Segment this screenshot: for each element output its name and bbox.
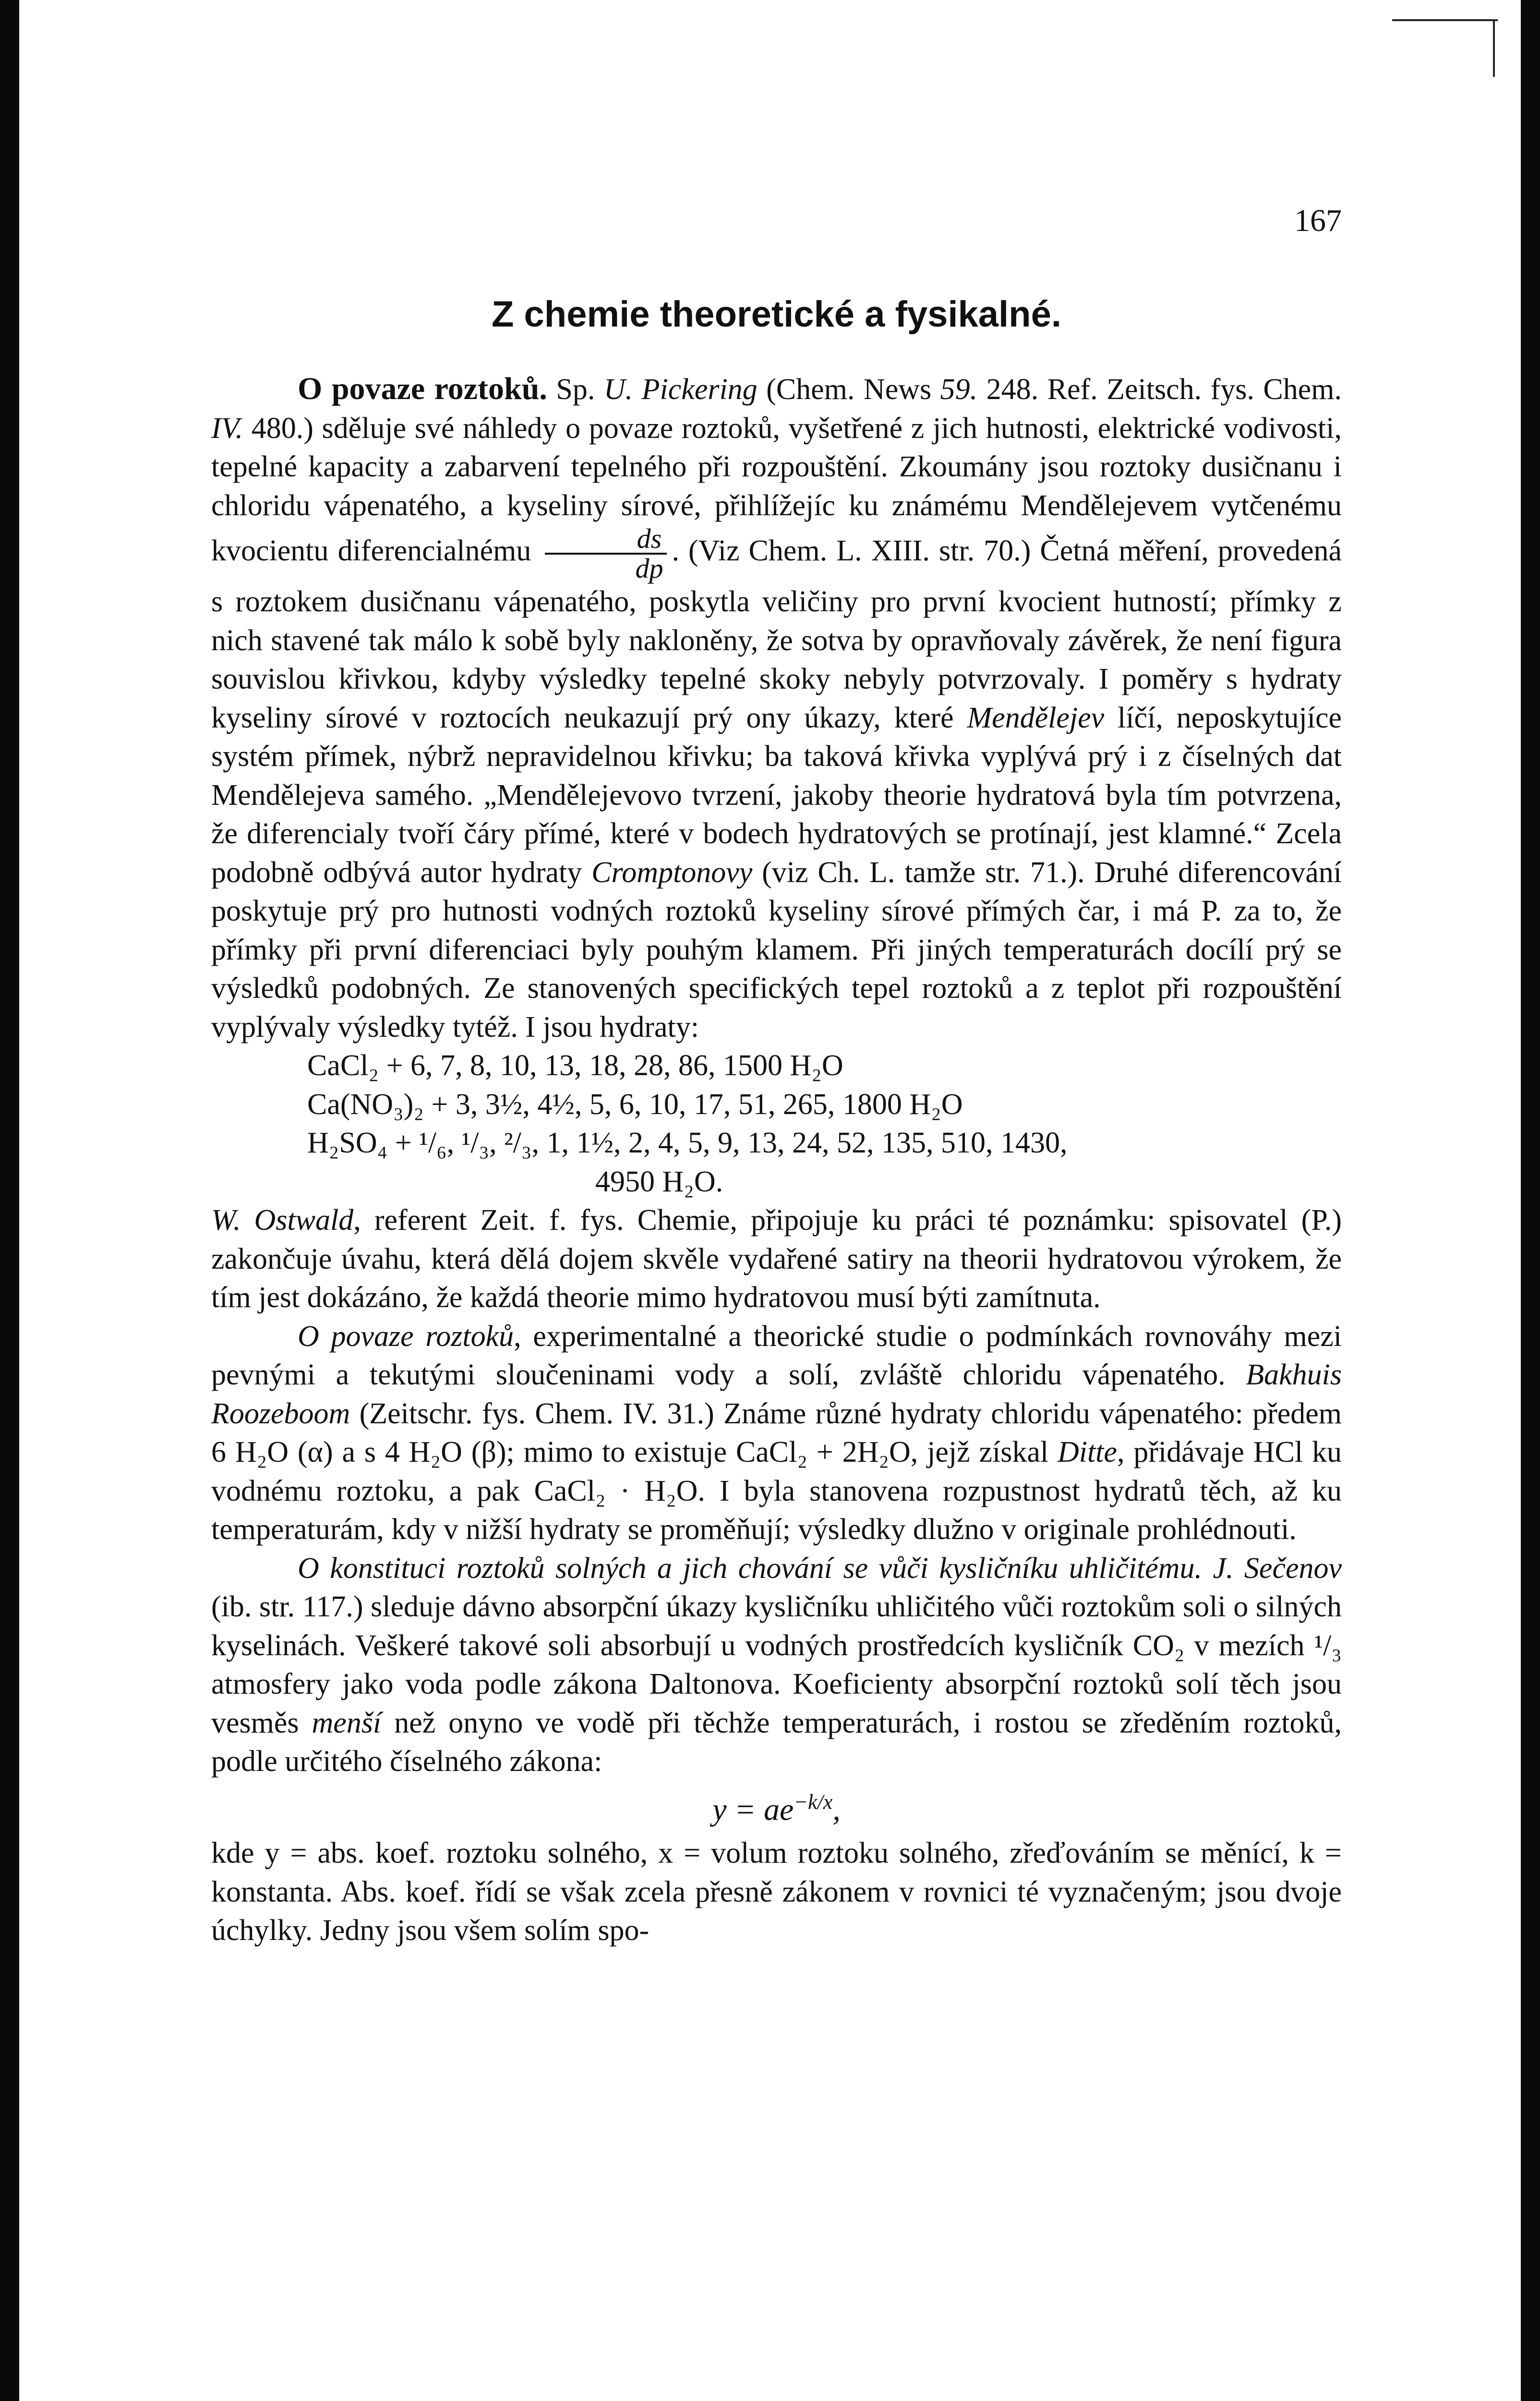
author-name: Mendělejev [967,701,1105,734]
hydrate-row: Ca(NO₃)₂ + 3, 3½, 4½, 5, 6, 10, 17, 51, 265, 1800 H₂O [307,1088,963,1121]
emphasis: menší [312,1706,382,1739]
author-name: J. Sečenov [1213,1552,1342,1585]
volume-number: 59. [940,373,978,406]
page-number: 167 [1294,203,1342,238]
author-name: Bakhuis Roozeboom [211,1358,1342,1430]
hydrate-row: CaCl₂ + 6, 7, 8, 10, 13, 18, 28, 86, 1500 H₂O [307,1049,843,1082]
article-heading: O povaze roztoků. [298,371,547,406]
equation: $y = ae^{-k/x}$, [712,1790,841,1827]
paragraph-ostwald: W. Ostwald, referent Zeit. f. fys. Chemie, připojuje ku práci té poznámku: spisovatel (P.) zakončuje úvahu, která dělá dojem skvěle vydařené satiry na theorii hydratovou výrokem, že tím jest dokázáno, že každá theorie mimo hydratovou musí býti zamítnuta. [211,1204,1342,1314]
hydrate-list [211,1046,1342,1201]
fraction-ds-dp: $\frac{ds}{dp}$ [545,525,667,582]
scan-edge-mark [1392,19,1498,21]
author-name: U. Pickering [603,373,758,406]
author-name: Ditte [1057,1436,1117,1468]
paragraph-secenov: O konstituci roztoků solných a jich chování se vůči kysličníku uhličitému. J. Sečenov (ib. str. 117.) sleduje dávno absorpční úkazy kysličníku uhličitého vůči roztokům soli o silných kyselinách. Veškeré takové soli absorbují u vodných prostředcích kysličník CO₂ v mezích ¹/₃ atmosfery jako voda podle zákona Daltonova. Koeficienty absorpční roztoků solí těch jsou vesměs menší než onyno ve vodě při těchže temperaturách, i rostou se zředěním roztoků, podle určitého číselného zákona: [211,1552,1342,1778]
author-name: Cromptonovy [591,856,753,889]
equation-lhs: y = ae [712,1792,794,1827]
scanned-page [19,0,1521,2401]
article-heading: O konstituci roztoků solných a jich chování se vůči kysličníku uhličitému. [298,1552,1202,1585]
paragraph-pickering: O povaze roztoků. Sp. U. Pickering (Chem. News 59. 248. Ref. Zeitsch. fys. Chem. IV. 480.) sděluje své náhledy o povaze roztoků, vyšetřené z jich hutnosti, elektrické vodivosti, tepelné kapacity a zabarvení tepelného při rozpouštění. Zkoumány jsou roztoky dusičnanu i chloridu vápenatého, a kyseliny sírové, přihlížejíc ku známému Mendělejevem vytčenému kvocientu diferencialnému $\frac{ds}{dp}$ . (Viz Chem. L. XIII. str. 70.) Četná měření, provedená s roztokem dusičnanu vápenatého, poskytla veličiny pro první kvocient hutností; přímky z nich stavené tak málo k sobě byly nakloněny, že sotva by opravňovaly závěrek, že není figura souvislou křivkou, kdyby výsledky tepelné skoky nebyly potvrzovaly. I poměry s hydraty kyseliny sírové v roztocích neukazují prý ony úkazy, které Mendělejev líčí, neposkytujíce systém přímek, nýbrž nepravidelnou křivku; ba taková křivka vyplývá prý i z číselných dat Mendělejeva samého. „Mendělejevovo tvrzení, jakoby theorie hydratová byla tím potvrzena, že diferencialy tvoří čáry přímé, které v bodech hydratových se protínají, jest klamné.“ Zcela podobně odbývá autor hydraty Cromptonovy (viz Ch. L. tamže str. 71.). Druhé diferencování poskytuje prý pro hutnosti vodných roztoků kyseliny sírové přímých čar, i má P. za to, že přímky při první diferenciaci byly pouhým klamem. Při jiných temperaturách docílí prý se výsledků podobných. Ze stanovených specifických tepel roztoků a z teplot při rozpouštění vyplývaly výsledky tytéž. I jsou hydraty: [211,371,1342,1043]
volume-number: IV. [211,412,243,445]
author-name: W. Ostwald [211,1204,354,1237]
page-content [211,202,1342,1950]
paragraph-definitions: kde y = abs. koef. roztoku solného, x = volum roztoku solného, zřeďováním se měnící, k = konstanta. Abs. koef. řídí se však zcela přesně zákonem v rovnici té vyznačeným; jsou dvoje úchylky. Jedny jsou všem solím spo- [211,1837,1342,1947]
equation-exponent: −k/x [794,1790,833,1814]
scan-edge-mark [1493,19,1495,77]
hydrate-row: H₂SO₄ + ¹/₆, ¹/₃, ²/₃, 1, 1½, 2, 4, 5, 9, 13, 24, 52, 135, 510, 1430, [307,1127,1068,1159]
hydrate-row: 4950 H₂O. [595,1165,723,1198]
article-heading: O povaze roztoků [298,1320,514,1353]
paragraph-roozeboom: O povaze roztoků, experimentalné a theorické studie o podmínkách rovnováhy mezi pevnými a tekutými sloučeninami vody a solí, zvláště chloridu vápenatého. Bakhuis Roozeboom (Zeitschr. fys. Chem. IV. 31.) Známe různé hydraty chloridu vápenatého: předem 6 H₂O (α) a s 4 H₂O (β); mimo to existuje CaCl₂ + 2H₂O, jejž získal Ditte, přidávaje HCl ku vodnému roztoku, a pak CaCl₂ · H₂O. I byla stanovena rozpustnost hydratů těch, až ku temperaturám, kdy v nižší hydraty se proměňují; výsledky dlužno v originale prohlédnouti. [211,1320,1342,1546]
section-title: Z chemie theoretické a fysikalné. [492,294,1061,335]
